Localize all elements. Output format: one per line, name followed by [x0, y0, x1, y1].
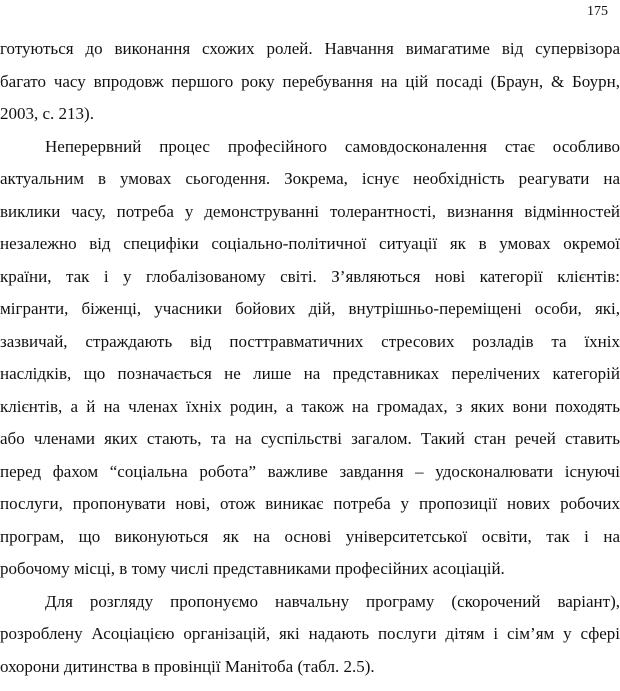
text-line: або членами яких стають, та на суспільстві загалом. Такий стан речей ставить [0, 429, 620, 448]
page-number: 175 [587, 4, 608, 19]
text-line: виклики часу, потреба у демонструванні толерантності, визнання відмінностей [0, 201, 620, 221]
paragraph-2 [0, 136, 620, 591]
body-text [0, 38, 620, 688]
text-line: Для розгляду пропонуємо навчальну програму (скорочений варіант), [45, 591, 620, 611]
text-line: незалежно від специфіки соціально-політичної ситуації як в умовах окремої [0, 234, 620, 253]
text-line: актуальним в умовах сьогодення. Зокрема, існує необхідність реагувати на [0, 169, 620, 188]
text-line: Неперервний процес професійного самовдосконалення стає особливо [45, 136, 620, 156]
text-line: клієнтів, а й на членах їхніх родин, а також на громадах, з яких вони походять [0, 396, 620, 416]
text-line: програм, що виконуються як на основі університетської освіти, так і на [0, 526, 620, 546]
text-line: послуги, пропонувати нові, отож виникає потреба у пропозиції нових робочих [0, 494, 620, 513]
text-line: країни, так і у глобалізованому світі. З’являються нові категорії клієнтів: [0, 266, 620, 286]
text-line: зазвичай, страждають від посттравматичних стресових розладів та їхніх [0, 331, 620, 351]
text-line: охорони дитинства в провінції Манітоба (табл. 2.5). [0, 656, 375, 676]
text-line: готуються до виконання схожих ролей. Навчання вимагатиме від супервізора [0, 39, 620, 58]
paragraph-1 [0, 38, 620, 136]
text-line: багато часу впродовж першого року перебування на цій посаді (Браун, & Боурн, [0, 71, 620, 91]
paragraph-3 [0, 591, 620, 689]
text-line: 2003, с. 213). [0, 104, 94, 123]
text-line: перед фахом “соціальна робота” важливе завдання – удосконалювати існуючі [0, 461, 620, 481]
text-line: мігранти, біженці, учасники бойових дій, внутрішньо-переміщені особи, які, [0, 299, 620, 318]
text-line: розроблену Асоціацією організацій, які надають послуги дітям і сім’ям у сфері [0, 624, 620, 643]
text-line: робочому місці, в тому числі представниками професійних асоціацій. [0, 559, 505, 578]
text-line: наслідків, що позначається не лише на представниках перелічених категорій [0, 364, 620, 383]
